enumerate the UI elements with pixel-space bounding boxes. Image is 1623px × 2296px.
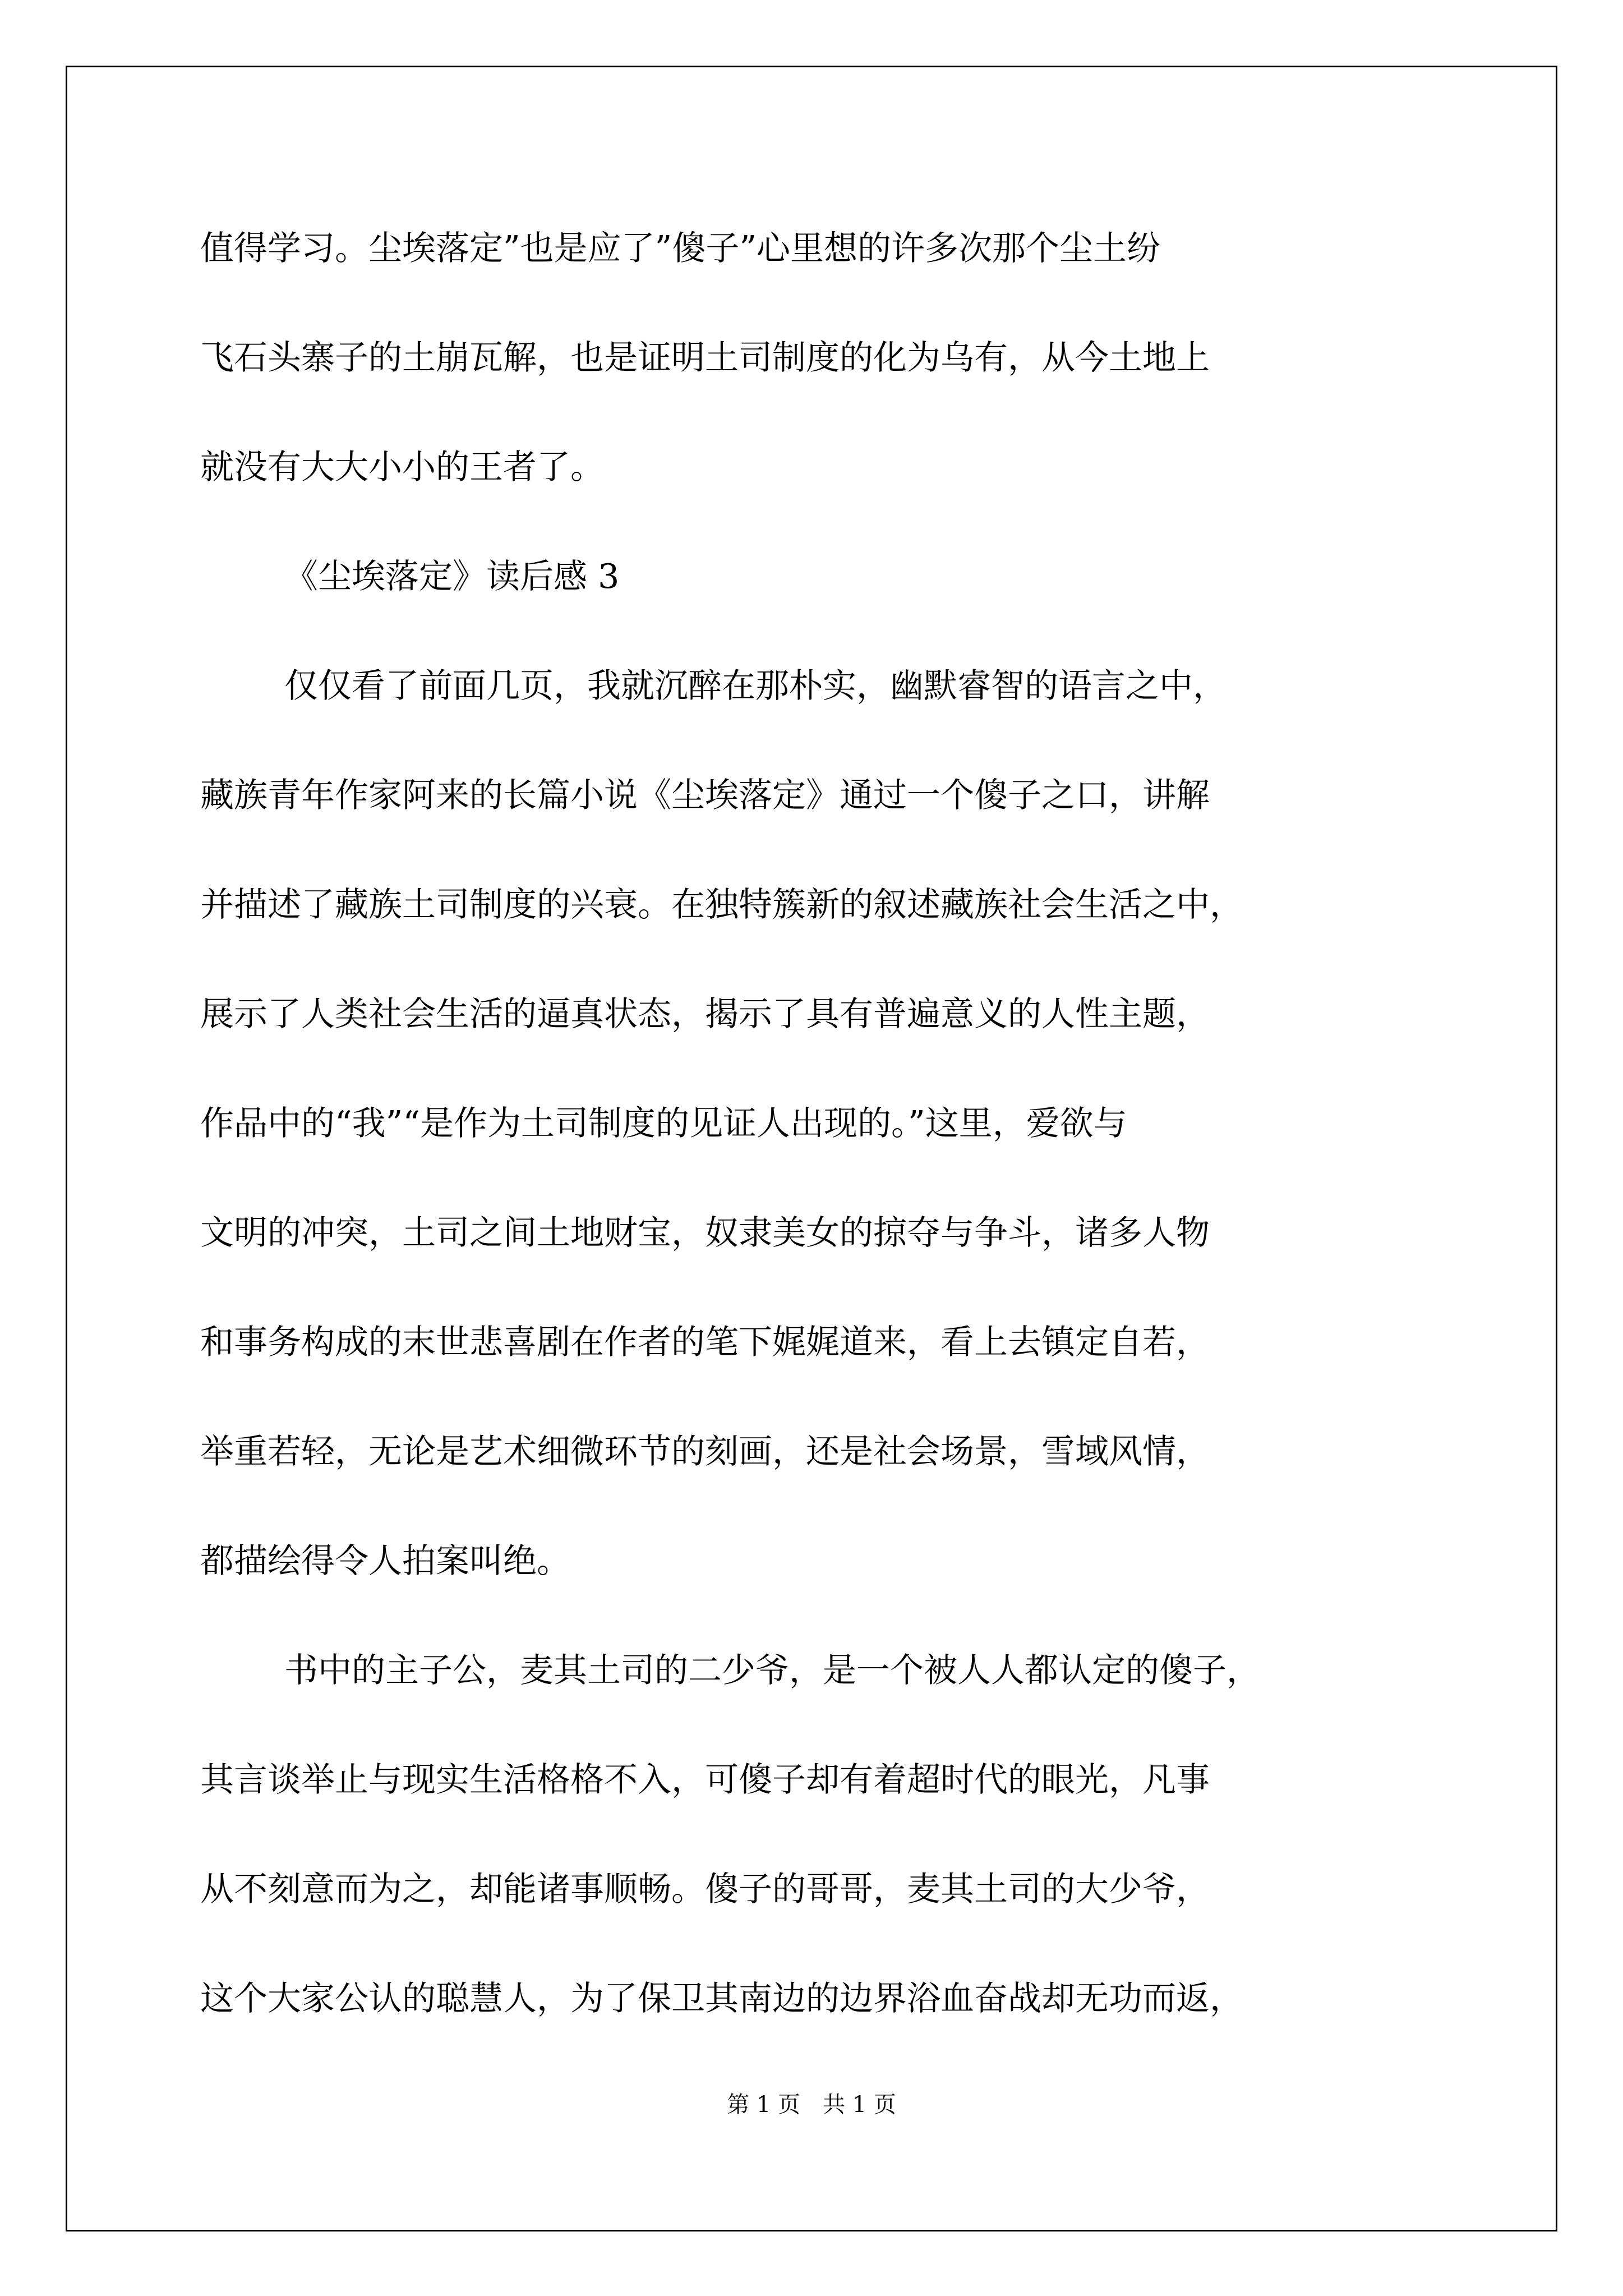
text-line: 展示了人类社会生活的逼真状态，揭示了具有普遍意义的人性主题， bbox=[200, 995, 1210, 1034]
text-line: 举重若轻，无论是艺术细微环节的刻画，还是社会场景，雪域风情， bbox=[200, 1432, 1210, 1471]
text-line: 并描述了藏族土司制度的兴衰。在独特簇新的叙述藏族社会生活之中， bbox=[200, 885, 1243, 924]
text-line: 藏族青年作家阿来的长篇小说《尘埃落定》通过一个傻子之口，讲解 bbox=[200, 776, 1210, 815]
text-line: 飞石头寨子的土崩瓦解，也是证明土司制度的化为乌有，从今土地上 bbox=[200, 338, 1210, 378]
text-line: 就没有大大小小的王者了。 bbox=[200, 448, 604, 487]
section-heading: 《尘埃落定》读后感 3 bbox=[284, 557, 620, 596]
text-line: 和事务构成的末世悲喜剧在作者的笔下娓娓道来，看上去镇定自若， bbox=[200, 1323, 1210, 1362]
text-line: 值得学习。尘埃落定”也是应了”傻子”心里想的许多次那个尘土纷 bbox=[200, 229, 1161, 268]
text-line: 这个大家公认的聪慧人，为了保卫其南边的边界浴血奋战却无功而返， bbox=[200, 1979, 1243, 2018]
page-number: 第 1 页 共 1 页 bbox=[727, 2092, 896, 2118]
text-line: 书中的主子公，麦其土司的二少爷，是一个被人人都认定的傻子， bbox=[284, 1651, 1260, 1690]
text-line: 其言谈举止与现实生活格格不入，可傻子却有着超时代的眼光，凡事 bbox=[200, 1760, 1210, 1800]
text-line: 文明的冲突，土司之间土地财宝，奴隶美女的掠夺与争斗，诸多人物 bbox=[200, 1213, 1210, 1253]
text-line: 作品中的“我”“是作为土司制度的见证人出现的。”这里，爱欲与 bbox=[200, 1104, 1127, 1143]
text-line: 仅仅看了前面几页，我就沉醉在那朴实，幽默睿智的语言之中， bbox=[284, 666, 1227, 706]
text-line: 从不刻意而为之，却能诸事顺畅。傻子的哥哥，麦其土司的大少爷， bbox=[200, 1870, 1210, 1909]
text-line: 都描绘得令人拍案叫绝。 bbox=[200, 1542, 570, 1581]
